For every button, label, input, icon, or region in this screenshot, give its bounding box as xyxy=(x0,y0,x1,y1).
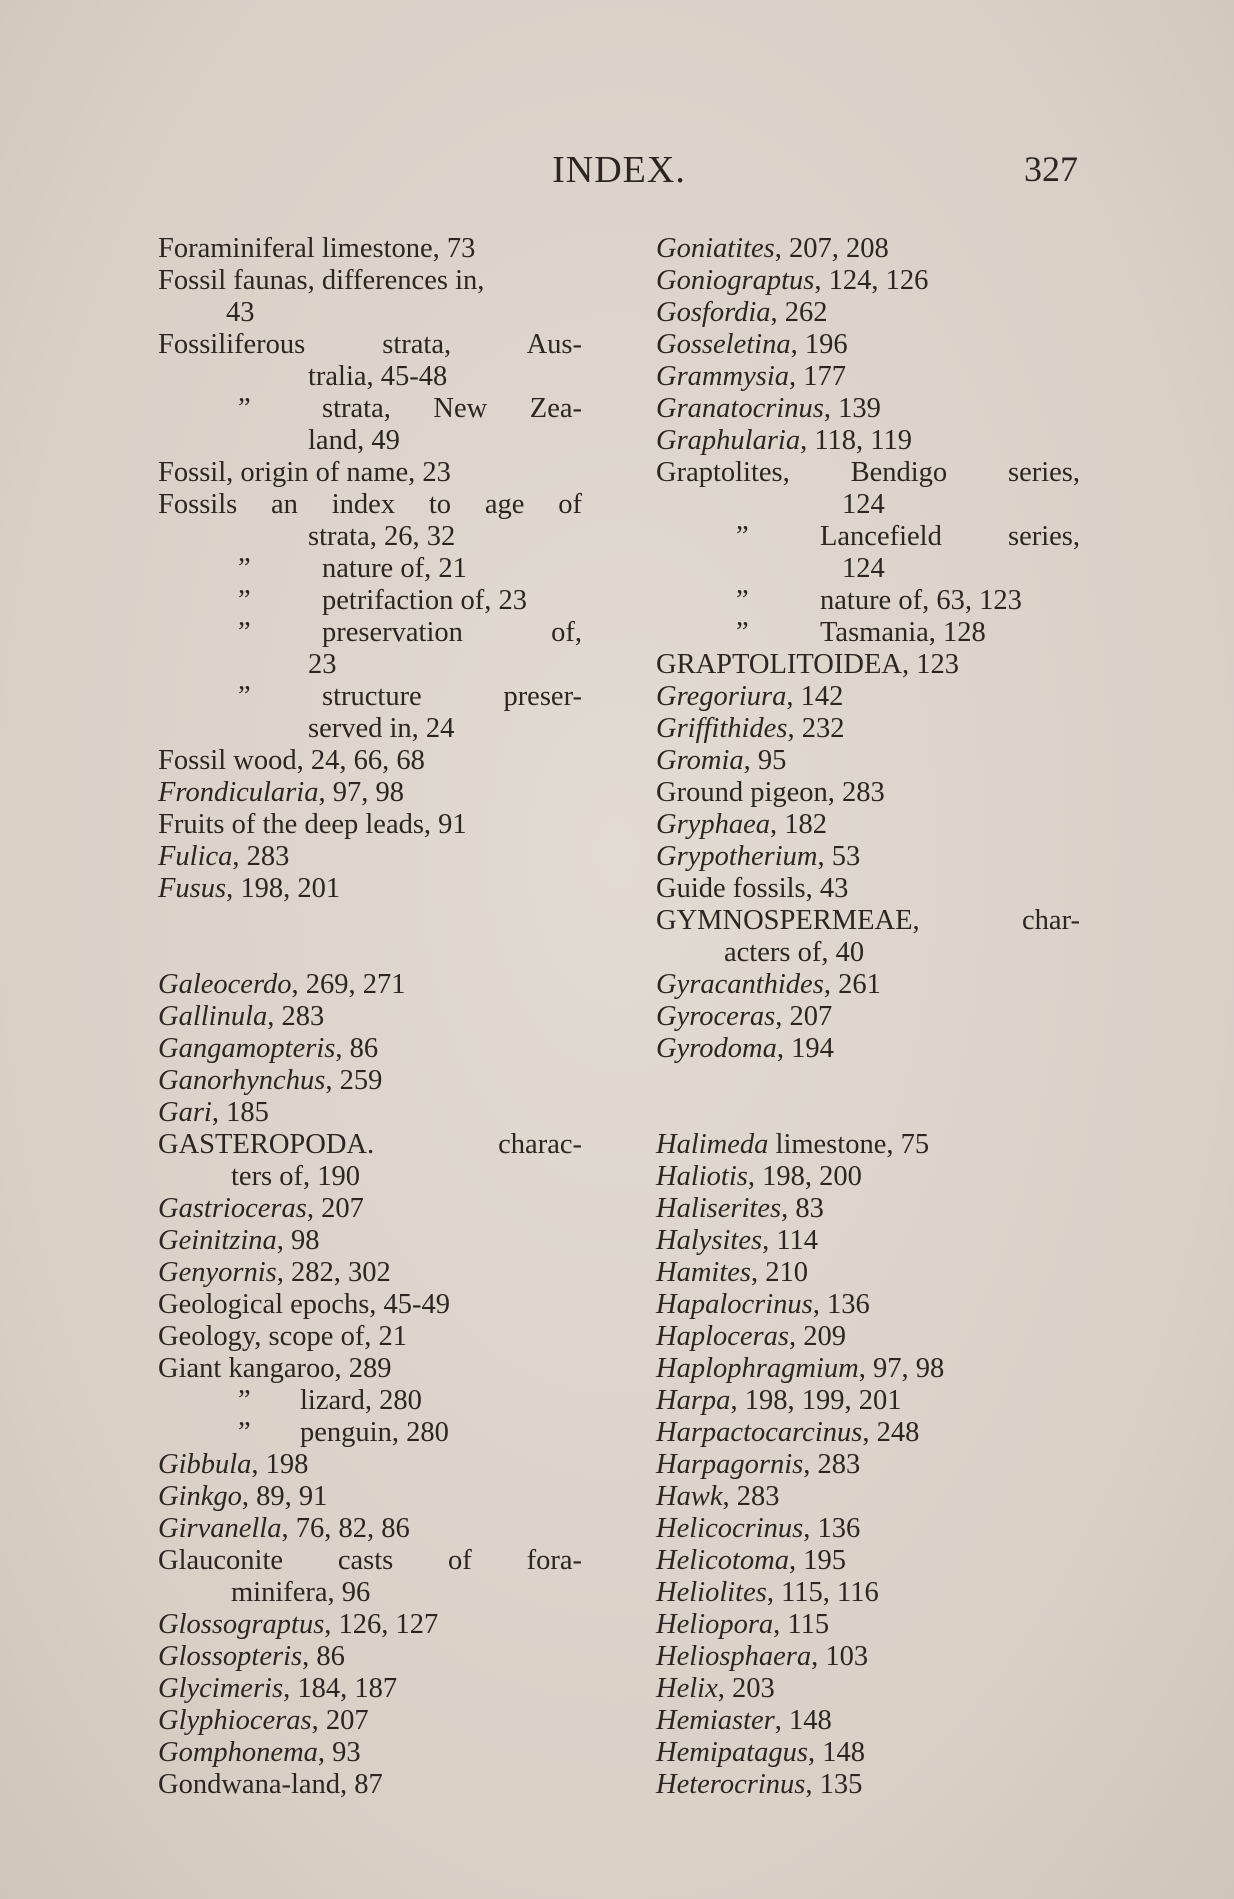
index-entry xyxy=(158,1481,582,1513)
entry-text: ters of, 190 xyxy=(231,1161,361,1192)
subentry-text: nature of, 63, 123 xyxy=(820,585,1022,616)
page-refs: , 194 xyxy=(776,1033,834,1064)
ditto-mark: ” xyxy=(736,521,749,552)
ditto-mark: ” xyxy=(238,393,251,424)
index-entry xyxy=(656,1641,1080,1673)
index-entry xyxy=(158,1289,582,1321)
subentry-text: strata, New Zea- xyxy=(322,393,582,424)
taxon-name: Heliosphaera xyxy=(656,1641,812,1672)
page-refs: , 185 xyxy=(211,1097,269,1128)
index-subentry xyxy=(656,585,1080,617)
page-refs: , 283 xyxy=(722,1481,780,1512)
entry-text: GASTEROPODA. charac- xyxy=(158,1129,582,1160)
letter-section-gap xyxy=(158,905,582,969)
taxon-name: Goniatites xyxy=(656,233,775,264)
ditto-mark: ” xyxy=(238,681,251,712)
page-refs: , 115, 116 xyxy=(766,1577,879,1608)
index-entry xyxy=(158,457,582,489)
index-entry xyxy=(158,873,582,905)
ditto-mark: ” xyxy=(736,617,749,648)
entry-text: acters of, 40 xyxy=(724,937,865,968)
index-entry xyxy=(656,1225,1080,1257)
index-entry xyxy=(656,1577,1080,1609)
page-refs: , 114 xyxy=(762,1225,819,1256)
entry-text: 124 xyxy=(842,489,885,520)
page-refs: , 210 xyxy=(751,1257,808,1288)
index-entry-continuation xyxy=(158,713,582,745)
taxon-name: Geinitzina xyxy=(158,1225,277,1256)
index-entry xyxy=(158,1225,582,1257)
index-entry xyxy=(656,425,1080,457)
entry-text: Geological epochs, 45-49 xyxy=(158,1289,451,1320)
page-refs: , 97, 98 xyxy=(318,777,404,808)
index-entry xyxy=(158,1673,582,1705)
index-entry-continuation xyxy=(158,297,582,329)
index-entry xyxy=(656,329,1080,361)
taxon-name: Frondicularia xyxy=(158,777,319,808)
index-subentry xyxy=(158,681,582,713)
index-entry xyxy=(158,489,582,521)
index-entry-continuation xyxy=(656,553,1080,585)
entry-text: Ground pigeon, 283 xyxy=(656,777,885,808)
index-entry xyxy=(158,1129,582,1161)
page-refs: , 86 xyxy=(335,1033,379,1064)
ditto-mark: ” xyxy=(238,1385,251,1416)
index-entry xyxy=(656,457,1080,489)
page-refs: , 198, 201 xyxy=(226,873,341,904)
index-entry xyxy=(656,1385,1080,1417)
page-refs: , 196 xyxy=(790,329,848,360)
page-refs: , 89, 91 xyxy=(241,1481,328,1512)
taxon-name: Helicotoma xyxy=(656,1545,789,1576)
subentry-text: Tasmania, 128 xyxy=(820,617,986,648)
taxon-name: Heliolites xyxy=(656,1577,767,1608)
index-entry xyxy=(656,1001,1080,1033)
page-refs: , 93 xyxy=(317,1737,361,1768)
index-subentry xyxy=(158,553,582,585)
subentry-text: petrifaction of, 23 xyxy=(322,585,527,616)
entry-text: Fossiliferous strata, Aus- xyxy=(158,329,582,360)
index-entry xyxy=(656,1545,1080,1577)
taxon-name: Gangamopteris xyxy=(158,1033,336,1064)
index-entry xyxy=(656,1289,1080,1321)
taxon-name: Heterocrinus xyxy=(656,1769,806,1800)
entry-text: strata, 26, 32 xyxy=(308,521,456,552)
taxon-name: Griffithides xyxy=(656,713,788,744)
index-entry xyxy=(656,1705,1080,1737)
taxon-name: Glycimeris xyxy=(158,1673,284,1704)
page-refs: , 177 xyxy=(789,361,846,392)
taxon-name: Gibbula xyxy=(158,1449,252,1480)
entry-text: Fossil wood, 24, 66, 68 xyxy=(158,745,425,776)
index-entry xyxy=(158,777,582,809)
page-title: INDEX. xyxy=(552,149,686,191)
page-refs: , 283 xyxy=(803,1449,861,1480)
page-refs: , 98 xyxy=(276,1225,320,1256)
entry-text: tralia, 45-48 xyxy=(308,361,448,392)
index-entry xyxy=(656,297,1080,329)
taxon-name: Gyroceras xyxy=(656,1001,776,1032)
page-refs: , 136 xyxy=(803,1513,861,1544)
taxon-name: Grammysia xyxy=(656,361,789,392)
index-entry xyxy=(656,1769,1080,1801)
subentry-text: penguin, 280 xyxy=(300,1417,449,1448)
index-entry xyxy=(158,265,582,297)
index-entry xyxy=(656,1321,1080,1353)
page-refs: limestone, 75 xyxy=(768,1129,930,1160)
taxon-name: Galeocerdo xyxy=(158,969,292,1000)
index-entry xyxy=(656,265,1080,297)
page-refs: , 207 xyxy=(311,1705,369,1736)
index-subentry xyxy=(158,617,582,649)
taxon-name: Grypotherium xyxy=(656,841,818,872)
page-refs: , 259 xyxy=(325,1065,383,1096)
entry-text: Guide fossils, 43 xyxy=(656,873,849,904)
index-entry xyxy=(158,1097,582,1129)
page-refs: , 115 xyxy=(773,1609,830,1640)
taxon-name: Ganorhynchus xyxy=(158,1065,326,1096)
subentry-text: structure preser- xyxy=(322,681,582,712)
index-entry xyxy=(656,1033,1080,1065)
index-entry xyxy=(656,713,1080,745)
page-refs: , 118, 119 xyxy=(800,425,912,456)
page-refs: , 195 xyxy=(788,1545,846,1576)
entry-text: Gondwana-land, 87 xyxy=(158,1769,383,1800)
index-entry-continuation xyxy=(158,361,582,393)
page-refs: , 136 xyxy=(812,1289,870,1320)
entry-text: served in, 24 xyxy=(308,713,455,744)
entry-text: Fossils an index to age of xyxy=(158,489,582,520)
index-entry-continuation xyxy=(158,1161,582,1193)
index-entry-continuation xyxy=(158,425,582,457)
taxon-name: Granatocrinus xyxy=(656,393,824,424)
entry-text: Fossil faunas, differences in, xyxy=(158,265,485,296)
taxon-name: Gromia xyxy=(656,745,744,776)
page-refs: , 148 xyxy=(774,1705,832,1736)
taxon-name: Hemipatagus xyxy=(656,1737,808,1768)
taxon-name: Gryphaea xyxy=(656,809,770,840)
index-entry xyxy=(158,1193,582,1225)
page-refs: , 76, 82, 86 xyxy=(281,1513,410,1544)
taxon-name: Haplophragmium xyxy=(656,1353,859,1384)
page-refs: , 232 xyxy=(787,713,845,744)
index-entry xyxy=(158,1449,582,1481)
index-entry xyxy=(158,1353,582,1385)
entry-text: land, 49 xyxy=(308,425,400,456)
index-entry xyxy=(656,1449,1080,1481)
index-entry xyxy=(158,1641,582,1673)
index-entry-continuation xyxy=(656,489,1080,521)
entry-text: GYMNOSPERMEAE, char- xyxy=(656,905,1080,936)
index-entry xyxy=(656,361,1080,393)
taxon-name: Genyornis xyxy=(158,1257,277,1288)
index-entry xyxy=(656,809,1080,841)
page-refs: , 148 xyxy=(808,1737,865,1768)
index-entry xyxy=(158,1513,582,1545)
page-refs: , 283 xyxy=(267,1001,325,1032)
entry-text: minifera, 96 xyxy=(231,1577,371,1608)
page-refs: , 282, 302 xyxy=(276,1257,391,1288)
entry-text: Fruits of the deep leads, 91 xyxy=(158,809,467,840)
page-refs: , 95 xyxy=(743,745,787,776)
taxon-name: Gosfordia xyxy=(656,297,771,328)
index-entry-continuation xyxy=(158,1577,582,1609)
index-entry xyxy=(158,1545,582,1577)
index-entry xyxy=(158,1609,582,1641)
page-refs: , 262 xyxy=(770,297,828,328)
page-refs: , 103 xyxy=(811,1641,869,1672)
index-entry xyxy=(158,809,582,841)
taxon-name: Hapalocrinus xyxy=(656,1289,813,1320)
entry-text: 124 xyxy=(842,553,885,584)
index-entry xyxy=(158,329,582,361)
index-entry-continuation xyxy=(158,521,582,553)
taxon-name: Haliotis xyxy=(656,1161,748,1192)
index-entry xyxy=(656,969,1080,1001)
index-entry xyxy=(656,1161,1080,1193)
index-subentry xyxy=(158,393,582,425)
index-entry xyxy=(158,233,582,265)
index-entry-continuation xyxy=(656,937,1080,969)
taxon-name: Glossograptus xyxy=(158,1609,325,1640)
taxon-name: Gyrodoma xyxy=(656,1033,777,1064)
index-entry xyxy=(656,1417,1080,1449)
entry-text: Geology, scope of, 21 xyxy=(158,1321,408,1352)
index-entry xyxy=(158,1769,582,1801)
taxon-name: Harpactocarcinus xyxy=(656,1417,863,1448)
ditto-mark: ” xyxy=(238,617,251,648)
entry-text: Glauconite casts of fora- xyxy=(158,1545,582,1576)
taxon-name: Graphularia xyxy=(656,425,801,456)
index-subentry xyxy=(656,521,1080,553)
page-refs: , 198, 200 xyxy=(747,1161,862,1192)
index-entry xyxy=(158,1065,582,1097)
taxon-name: Harpagornis xyxy=(656,1449,804,1480)
index-entry xyxy=(656,233,1080,265)
entry-text: GRAPTOLITOIDEA, 123 xyxy=(656,649,959,680)
taxon-name: Hamites xyxy=(656,1257,751,1288)
index-subentry xyxy=(656,617,1080,649)
subentry-text: lizard, 280 xyxy=(300,1385,422,1416)
index-entry xyxy=(656,777,1080,809)
page-refs: , 97, 98 xyxy=(858,1353,945,1384)
taxon-name: Fulica xyxy=(158,841,233,872)
taxon-name: Harpa xyxy=(656,1385,731,1416)
taxon-name: Ginkgo xyxy=(158,1481,242,1512)
index-entry-continuation xyxy=(158,649,582,681)
entry-text: Graptolites, Bendigo series, xyxy=(656,457,1080,488)
index-entry xyxy=(656,1513,1080,1545)
subentry-text: preservation of, xyxy=(322,617,582,648)
page-refs: , 139 xyxy=(823,393,881,424)
taxon-name: Halimeda xyxy=(656,1129,769,1160)
running-head xyxy=(160,148,1078,198)
taxon-name: Halysites xyxy=(656,1225,763,1256)
index-entry xyxy=(158,1321,582,1353)
page-refs: , 283 xyxy=(232,841,290,872)
ditto-mark: ” xyxy=(238,553,251,584)
index-entry xyxy=(158,1257,582,1289)
taxon-name: Gastrioceras xyxy=(158,1193,307,1224)
index-entry xyxy=(656,873,1080,905)
taxon-name: Fusus xyxy=(158,873,227,904)
index-entry xyxy=(656,681,1080,713)
index-subentry xyxy=(158,1417,582,1449)
index-entry xyxy=(158,969,582,1001)
taxon-name: Glossopteris xyxy=(158,1641,303,1672)
index-entry xyxy=(158,1001,582,1033)
subentry-text: Lancefield series, xyxy=(820,521,1080,552)
index-entry xyxy=(158,1033,582,1065)
index-entry xyxy=(656,1673,1080,1705)
ditto-mark: ” xyxy=(238,585,251,616)
taxon-name: Haploceras xyxy=(656,1321,789,1352)
taxon-name: Helicocrinus xyxy=(656,1513,804,1544)
page-refs: , 207, 208 xyxy=(774,233,889,264)
page-refs: , 269, 271 xyxy=(291,969,406,1000)
page-number: 327 xyxy=(1024,149,1078,189)
index-column-left xyxy=(158,233,582,1801)
page-refs: , 207 xyxy=(306,1193,364,1224)
page-refs: , 248 xyxy=(862,1417,920,1448)
page-refs: , 261 xyxy=(823,969,881,1000)
entry-text: 43 xyxy=(226,297,255,328)
taxon-name: Hawk xyxy=(656,1481,723,1512)
page-refs: , 86 xyxy=(302,1641,345,1672)
index-column-right xyxy=(656,233,1080,1801)
page-refs: , 203 xyxy=(717,1673,775,1704)
taxon-name: Hemiaster xyxy=(656,1705,775,1736)
taxon-name: Gari xyxy=(158,1097,212,1128)
index-entry xyxy=(656,1737,1080,1769)
page-refs: , 124, 126 xyxy=(814,265,929,296)
index-subentry xyxy=(158,585,582,617)
page-refs: , 207 xyxy=(775,1001,833,1032)
taxon-name: Helix xyxy=(656,1673,718,1704)
entry-text: 23 xyxy=(308,649,337,680)
index-entry xyxy=(656,905,1080,937)
index-entry xyxy=(656,1609,1080,1641)
index-entry xyxy=(158,1705,582,1737)
taxon-name: Gomphonema xyxy=(158,1737,318,1768)
page-refs: , 142 xyxy=(786,681,844,712)
index-entry xyxy=(158,1737,582,1769)
index-entry xyxy=(656,1481,1080,1513)
taxon-name: Gyracanthides xyxy=(656,969,824,1000)
subentry-text: nature of, 21 xyxy=(322,553,467,584)
index-entry xyxy=(656,649,1080,681)
index-entry xyxy=(158,745,582,777)
page-refs: , 83 xyxy=(781,1193,824,1224)
taxon-name: Gallinula xyxy=(158,1001,268,1032)
page-refs: , 198, 199, 201 xyxy=(730,1385,902,1416)
index-entry xyxy=(656,1129,1080,1161)
page-refs: , 209 xyxy=(788,1321,846,1352)
page-refs: , 198 xyxy=(251,1449,309,1480)
taxon-name: Gosseletina xyxy=(656,329,791,360)
index-entry xyxy=(656,393,1080,425)
taxon-name: Girvanella xyxy=(158,1513,282,1544)
index-subentry xyxy=(158,1385,582,1417)
page-refs: , 126, 127 xyxy=(324,1609,439,1640)
page-refs: , 53 xyxy=(817,841,861,872)
taxon-name: Heliopora xyxy=(656,1609,774,1640)
entry-text: Giant kangaroo, 289 xyxy=(158,1353,392,1384)
taxon-name: Haliserites xyxy=(656,1193,782,1224)
page-refs: , 184, 187 xyxy=(283,1673,398,1704)
letter-section-gap xyxy=(656,1065,1080,1129)
index-entry xyxy=(158,841,582,873)
entry-text: Fossil, origin of name, 23 xyxy=(158,457,451,488)
taxon-name: Goniograptus xyxy=(656,265,815,296)
entry-text: Foraminiferal limestone, 73 xyxy=(158,233,476,264)
index-entry xyxy=(656,841,1080,873)
taxon-name: Glyphioceras xyxy=(158,1705,312,1736)
index-entry xyxy=(656,745,1080,777)
index-entry xyxy=(656,1257,1080,1289)
page-refs: , 135 xyxy=(805,1769,863,1800)
ditto-mark: ” xyxy=(238,1417,251,1448)
ditto-mark: ” xyxy=(736,585,749,616)
index-entry xyxy=(656,1353,1080,1385)
index-entry xyxy=(656,1193,1080,1225)
taxon-name: Gregoriura xyxy=(656,681,787,712)
page-refs: , 182 xyxy=(769,809,827,840)
